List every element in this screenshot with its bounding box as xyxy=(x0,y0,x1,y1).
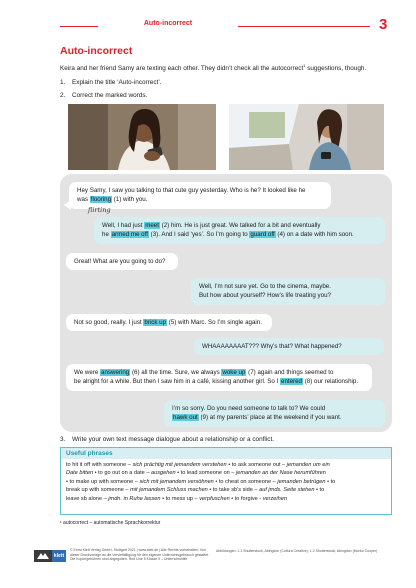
message-samy-3: WHAAAAAAAAT??? Why’s that? What happened? xyxy=(194,338,384,355)
marked-word-3: armed me off xyxy=(111,231,148,239)
marked-word-5: brick up xyxy=(144,319,167,326)
useful-phrases-heading: Useful phrases xyxy=(61,448,391,459)
intro-text: Keira and her friend Samy are texting each other. They didn’t check all the autocorrect$^1$ suggestions, though. xyxy=(60,63,367,73)
marked-word-6: answering xyxy=(101,369,130,376)
useful-phrases-list: to hit it off with someone – sich prächtig mit jemandem verstehen • to ask someone out – jemanden um ein Date bitten • to go out on a date – ausgehen • to lead someone on – jemanden an der Nase herumführen • to make up with someone – sich mit jemandem versöhnen • to cheat on someone – jemanden betrügen • to break up with someone – mit jemandem Schluss machen • to take sb’s side – auf jmds. Seite stehen • to leave sb alone – jmdn. in Ruhe lassen • to mess up – verpfuschen • to forgive - verzeihen xyxy=(66,462,336,502)
marked-word-9: hawk out xyxy=(173,414,198,422)
message-keira-2: Great! What are you going to do? xyxy=(66,253,178,270)
footer-copyright: © Ernst Klett Verlag GmbH, Stuttgart 2021 | www.klett.de | Alle Rechte vorbehalten. Von dieser Druckvorlage ist die Vervielfältigung für den eigenen Unterrichtsgebrauch gestattet. Die Kopiergebühren sind abgegolten. Red Line 5 Klasse 9 – Unterrichtshilfe xyxy=(70,548,210,562)
girl-texting-photo xyxy=(68,104,216,170)
message-keira-1: Hey Samy, I saw you talking to that cute guy yesterday. Who is he? It looked like he was flooring (1) with you. xyxy=(69,182,331,209)
message-keira-3: Not so good, really. I just brick up (5) with Marc. So I’m single again. xyxy=(66,314,272,331)
klett-logo: klett xyxy=(52,550,66,562)
useful-phrases-box xyxy=(60,447,392,515)
task-3: 3. Write your own text message dialogue about a relationship or a conflict. xyxy=(60,436,275,443)
marked-word-2: meet xyxy=(145,222,159,229)
publisher-mark-icon xyxy=(34,550,52,562)
publisher-logo xyxy=(34,550,52,562)
footer-credits: Abbildungen: 1.1 Shutterstock, Abingdon (Cultura Creative); 1.2 Shutterstock, Abingdon (Morbo Cooper) xyxy=(216,549,378,553)
girl-in-car-image xyxy=(229,104,384,170)
message-keira-4: We were answering (6) all the time. Sure, we always woke up (7) again and things seemed to be alright for a while. But then I saw him in a café, kissing another girl. So I entered (8) our relationship. xyxy=(66,364,372,391)
handwritten-correction: flirting xyxy=(88,206,111,214)
footnote: ¹ autocorrect – automatische Sprachkorrektur xyxy=(60,520,161,526)
message-samy-1: Well, I had just meet (2) him. He is just great. We talked for a bit and eventually he armed me off (3). And I said ‘yes’. So I’m going to guard off (4) on a date with him soon. xyxy=(94,217,385,244)
marked-word-7: woke up xyxy=(222,369,246,376)
message-samy-2: Well, I’m not sure yet. Go to the cinema, maybe. But how about yourself? How’s life treating you? xyxy=(191,278,385,305)
marked-word-4: guard off xyxy=(250,231,275,239)
header-line-left xyxy=(60,26,98,27)
task-2: 2. Correct the marked words. xyxy=(60,92,148,99)
girl-with-phone-image xyxy=(68,104,216,170)
marked-word-8: entered xyxy=(281,378,303,386)
girl-in-car-photo xyxy=(229,104,384,170)
header-title: Auto-incorrect xyxy=(143,20,193,27)
chapter-number: 3 xyxy=(379,16,388,33)
header-line-right xyxy=(238,26,370,27)
message-samy-4: I’m so sorry. Do you need someone to talk to? We could hawk out (9) at my parents’ place at the weekend if you want. xyxy=(164,400,385,427)
page-title: Auto-incorrect xyxy=(60,45,133,57)
task-1: 1. Explain the title ‘Auto-incorrect’. xyxy=(60,79,162,86)
marked-word-1: flooring xyxy=(90,196,112,204)
